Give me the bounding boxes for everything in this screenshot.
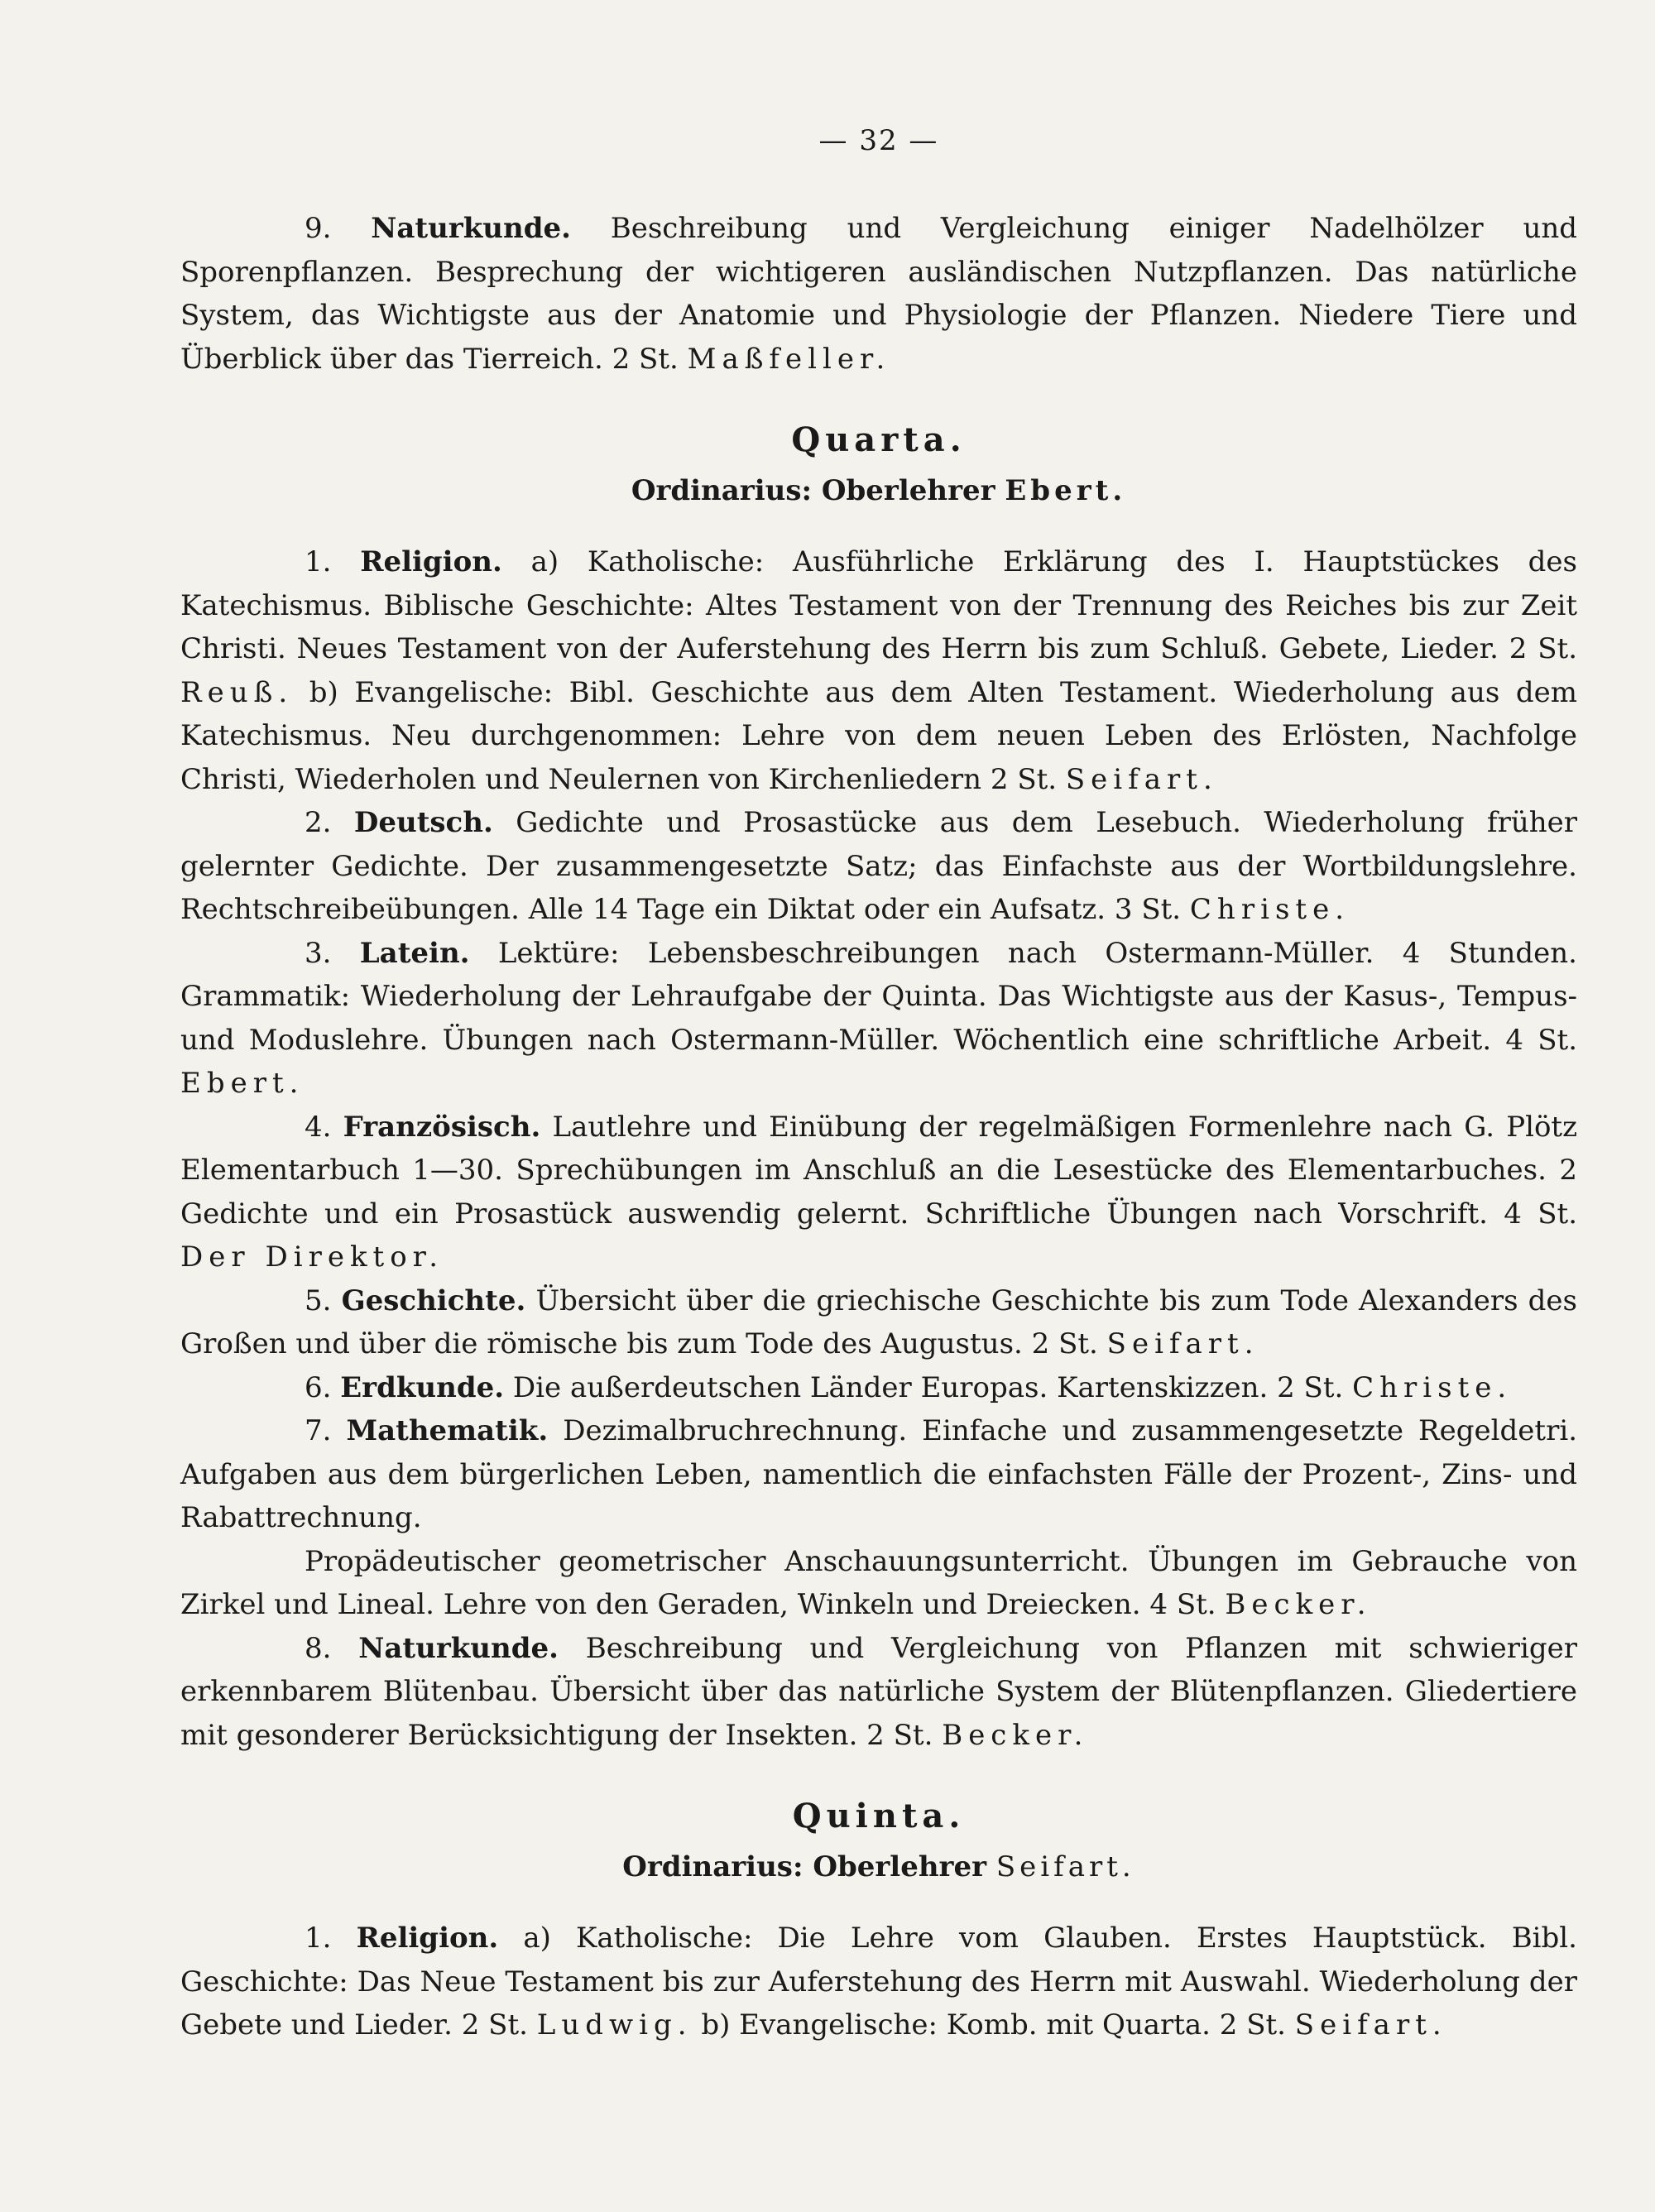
ordinarius-line-quarta xyxy=(180,474,1577,507)
teacher-name: Ebert. xyxy=(180,1067,305,1100)
subject-title: Geschichte. xyxy=(341,1284,526,1317)
paragraph-text: a) Katholische: Ausführliche Erklärung des I. Hauptstückes des Katechismus. Biblische Geschichte: Altes Testament von der Trennung des Reiches bis zur Zeit Christi. Neues Testament von der Auferstehung des Herrn bis zum Schluß. Gebete, Lieder. 2 St. xyxy=(180,545,1577,665)
ordinarius-line-quinta xyxy=(180,1850,1577,1883)
section-heading-quinta: Quinta. xyxy=(792,1797,966,1835)
quarta-deutsch-paragraph xyxy=(180,801,1577,932)
paragraph-text-continued: b) Evangelische: Bibl. Geschichte aus dem Alten Testament. Wiederholung aus dem Katechismus. Neu durchgenommen: Lehre von dem neuen Leben des Erlösten, Nachfolge Christi, Wiederholen und Neulernen von Kirchenliedern 2 St. xyxy=(180,675,1577,796)
quarta-latein-paragraph xyxy=(180,932,1577,1106)
ordinarius-label: Ordinarius: xyxy=(622,1850,804,1883)
item-number: 7. xyxy=(305,1414,332,1447)
paragraph-text: a) Katholische: Die Lehre vom Glauben. Erstes Hauptstück. Bibl. Geschichte: Das Neue Testament bis zur Auferstehung des Herrn mit Auswahl. Wiederholung der Gebete und Lieder. 2 St. xyxy=(180,1922,1577,2042)
paragraph-text: Beschreibung und Vergleichung von Pflanzen mit schwieriger erkennbarem Blütenbau. Übersicht über das natürliche System der Blütenpflanzen. Gliedertiere mit gesonderer Berücksichtigung der Insekten. 2 St. xyxy=(180,1631,1577,1752)
item-number: 4. xyxy=(305,1110,332,1144)
teacher-name: Christe. xyxy=(1352,1370,1513,1404)
quarta-religion-paragraph xyxy=(180,540,1577,801)
teacher-name: Seifart. xyxy=(1065,762,1218,796)
quinta-religion-paragraph xyxy=(180,1917,1577,2047)
item-number: 3. xyxy=(305,936,332,970)
paragraph-text: Beschreibung und Vergleichung einiger Nadelhölzer und Sporenpflanzen. Besprechung der wichtigeren ausländischen Nutzpflanzen. Das natürliche System, das Wichtigste aus der Anatomie und Physiologie der Pflanzen. Niedere Tiere und Überblick über das Tierreich. 2 St. xyxy=(180,212,1578,376)
ordinarius-name: Seifart. xyxy=(995,1850,1135,1883)
teacher-name: Seifart. xyxy=(1294,2008,1447,2042)
naturkunde-paragraph xyxy=(180,207,1577,381)
teacher-name: Becker. xyxy=(1225,1588,1372,1621)
page-number: — 32 — xyxy=(818,124,939,157)
paragraph-text: Die außerdeutschen Länder Europas. Kartenskizzen. 2 St. xyxy=(504,1370,1353,1404)
subject-title: Religion. xyxy=(360,545,502,578)
subject-title: Naturkunde. xyxy=(358,1631,559,1665)
subject-title: Latein. xyxy=(359,936,470,970)
item-number: 1. xyxy=(305,1922,332,1955)
teacher-name: Ludwig. xyxy=(536,2008,693,2042)
subject-title: Mathematik. xyxy=(346,1414,549,1447)
paragraph-text-continued: b) Evangelische: Komb. mit Quarta. 2 St. xyxy=(692,2008,1295,2042)
subject-title: Deutsch. xyxy=(353,806,493,839)
section-heading-quarta: Quarta. xyxy=(791,420,967,459)
quarta-geometrie-paragraph xyxy=(180,1540,1577,1627)
teacher-name: Christe. xyxy=(1189,893,1350,926)
ordinarius-title: Oberlehrer xyxy=(812,474,1005,507)
item-number: 9. xyxy=(305,212,332,245)
item-number: 8. xyxy=(305,1631,332,1665)
subject-title: Naturkunde. xyxy=(371,212,571,245)
teacher-name: Maßfeller. xyxy=(687,342,891,376)
item-number: 1. xyxy=(305,545,332,578)
item-number: 6. xyxy=(305,1370,332,1404)
quarta-franzoesisch-paragraph xyxy=(180,1106,1577,1279)
ordinarius-title: Oberlehrer xyxy=(803,1850,996,1883)
paragraph-text: Übersicht über die griechische Geschichte bis zum Tode Alexanders des Großen und über die römische bis zum Tode des Augustus. 2 St. xyxy=(180,1284,1577,1360)
teacher-name: Seifart. xyxy=(1106,1327,1259,1360)
item-number: 5. xyxy=(305,1284,332,1317)
page-content xyxy=(180,124,1577,2047)
paragraph-text: Lektüre: Lebensbeschreibungen nach Ostermann-Müller. 4 Stunden. Grammatik: Wiederholung der Lehraufgabe der Quinta. Das Wichtigste aus der Kasus-, Tempus- und Moduslehre. Übungen nach Ostermann-Müller. Wöchentlich eine schriftliche Arbeit. 4 St. xyxy=(180,936,1577,1057)
teacher-name: Becker. xyxy=(942,1718,1089,1752)
paragraph-text: Propädeutischer geometrischer Anschauungsunterricht. Übungen im Gebrauche von Zirkel und Lineal. Lehre von den Geraden, Winkeln und Dreiecken. 4 St. xyxy=(180,1544,1577,1621)
teacher-name: Der Direktor. xyxy=(180,1240,444,1274)
quarta-naturkunde-paragraph xyxy=(180,1627,1577,1758)
paragraph-text: Lautlehre und Einübung der regelmäßigen Formenlehre nach G. Plötz Elementarbuch 1—30. Sprechübungen im Anschluß an die Lesestücke des Elementarbuches. 2 Gedichte und ein Prosastück auswendig gelernt. Schriftliche Übungen nach Vorschrift. 4 St. xyxy=(180,1110,1578,1231)
ordinarius-name: Ebert. xyxy=(1005,474,1127,507)
teacher-name: Reuß. xyxy=(180,675,294,709)
subject-title: Französisch. xyxy=(343,1110,541,1144)
quarta-mathematik-paragraph xyxy=(180,1409,1577,1540)
subject-title: Erdkunde. xyxy=(340,1370,505,1404)
ordinarius-label: Ordinarius: xyxy=(631,474,813,507)
quarta-erdkunde-paragraph xyxy=(180,1366,1577,1410)
subject-title: Religion. xyxy=(356,1922,499,1955)
paragraph-text: Gedichte und Prosastücke aus dem Lesebuch. Wiederholung früher gelernter Gedichte. Der zusammengesetzte Satz; das Einfachste aus der Wortbildungslehre. Rechtschreibeübungen. Alle 14 Tage ein Diktat oder ein Aufsatz. 3 St. xyxy=(180,806,1578,926)
quarta-geschichte-paragraph xyxy=(180,1279,1577,1366)
item-number: 2. xyxy=(305,806,332,839)
paragraph-text: Dezimalbruchrechnung. Einfache und zusammengesetzte Regeldetri. Aufgaben aus dem bürgerlichen Leben, namentlich die einfachsten Fälle der Prozent-, Zins- und Rabattrechnung. xyxy=(180,1414,1577,1534)
